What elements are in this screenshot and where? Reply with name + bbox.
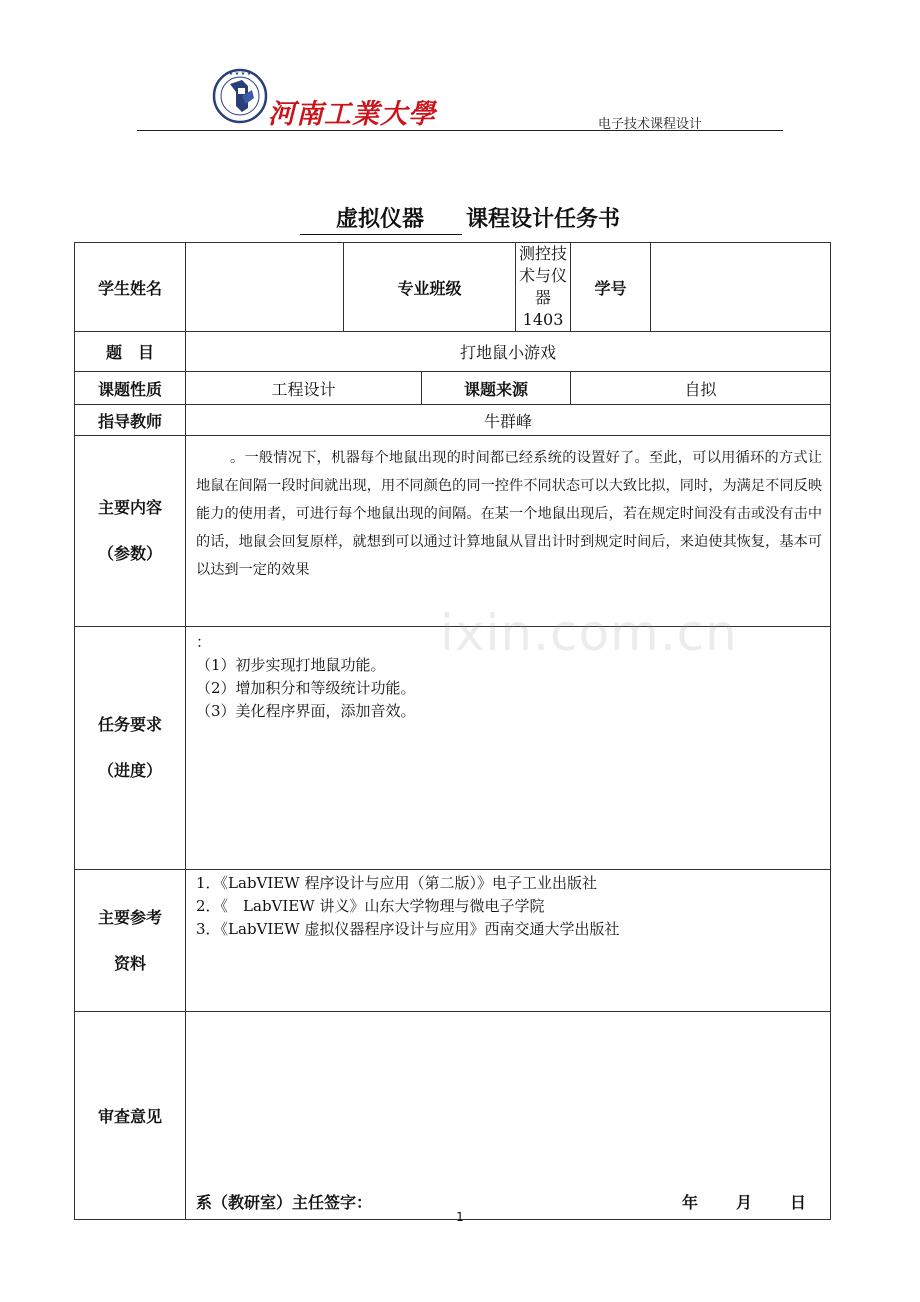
student-name-value[interactable] bbox=[186, 243, 344, 332]
date-day: 日 bbox=[790, 1193, 807, 1212]
row-topic bbox=[75, 332, 831, 372]
task-cell[interactable] bbox=[186, 627, 831, 870]
document-title bbox=[0, 202, 920, 235]
review-cell[interactable] bbox=[186, 1012, 831, 1220]
advisor-label: 指导教师 bbox=[75, 405, 186, 436]
task-item: （3）美化程序界面，添加音效。 bbox=[196, 702, 416, 720]
student-id-label: 学号 bbox=[571, 243, 651, 332]
header-divider bbox=[137, 130, 783, 131]
row-content bbox=[75, 436, 831, 627]
student-id-value[interactable] bbox=[651, 243, 831, 332]
signature-label: 系（教研室）主任签字： bbox=[196, 1193, 373, 1212]
content-paragraph: 。一般情况下，机器每个地鼠出现的时间都已经系统的设置好了。至此，可以用循环的方式让地鼠在间隔一段时间就出现，用不同颜色的同一控件不同状态可以大致比拟，同时，为满足不同反映能力的使用者，可进行每个地鼠出现的间隔。在某一个地鼠出现后，若在规定时间没有击或没有击中的话，地鼠会回复原样，就想到可以通过计算地鼠从冒出计时到规定时间后，来迫使其恢复，基本可以达到一定的效果 bbox=[196, 450, 823, 578]
row-refs bbox=[75, 870, 831, 1012]
row-task bbox=[75, 627, 831, 870]
row-student bbox=[75, 243, 831, 332]
source-value[interactable]: 自拟 bbox=[571, 372, 831, 405]
task-item: （2）增加积分和等级统计功能。 bbox=[196, 679, 416, 697]
advisor-value[interactable]: 牛群峰 bbox=[186, 405, 831, 436]
title-subject: 虚拟仪器 bbox=[300, 206, 462, 235]
nature-value[interactable]: 工程设计 bbox=[186, 372, 422, 405]
task-label-line2: （进度） bbox=[97, 761, 162, 780]
content-label-line2: （参数） bbox=[97, 544, 162, 563]
page-number: 1 bbox=[456, 1210, 464, 1224]
date-month: 月 bbox=[735, 1193, 752, 1212]
source-label: 课题来源 bbox=[422, 372, 571, 405]
university-seal-icon bbox=[212, 66, 268, 126]
reference-item: 2．《 LabVIEW 讲义》山东大学物理与微电子学院 bbox=[196, 897, 545, 915]
student-name-label: 学生姓名 bbox=[75, 243, 186, 332]
topic-label: 题 目 bbox=[75, 332, 186, 372]
reference-item: 3．《LabVIEW 虚拟仪器程序设计与应用》西南交通大学出版社 bbox=[196, 920, 620, 938]
page-header bbox=[0, 0, 920, 140]
svg-text:★ ★ ★ ★: ★ ★ ★ ★ bbox=[228, 71, 252, 77]
content-label-line1: 主要内容 bbox=[97, 498, 162, 517]
course-label: 电子技术课程设计 bbox=[598, 117, 703, 132]
date-year: 年 bbox=[681, 1193, 698, 1212]
major-class-value[interactable]: 测控技术与仪器 1403 bbox=[516, 243, 571, 332]
watermark: ixin.com.cn bbox=[440, 604, 738, 662]
row-advisor bbox=[75, 405, 831, 436]
task-form-table bbox=[74, 242, 831, 1220]
review-label: 审查意见 bbox=[75, 1012, 186, 1220]
major-class-label: 专业班级 bbox=[344, 243, 516, 332]
refs-label-line2: 资料 bbox=[113, 953, 146, 973]
topic-value[interactable]: 打地鼠小游戏 bbox=[186, 332, 831, 372]
task-label-line1: 任务要求 bbox=[97, 715, 162, 734]
title-suffix: 课程设计任务书 bbox=[466, 207, 621, 232]
task-label bbox=[75, 627, 186, 870]
task-item: （1）初步实现打地鼠功能。 bbox=[196, 656, 386, 674]
refs-label-line1: 主要参考 bbox=[97, 907, 162, 927]
row-nature bbox=[75, 372, 831, 405]
task-lead: ： bbox=[196, 633, 212, 651]
row-review bbox=[75, 1012, 831, 1220]
content-label bbox=[75, 436, 186, 627]
refs-list bbox=[196, 872, 822, 941]
content-cell[interactable] bbox=[186, 436, 831, 627]
refs-label bbox=[75, 870, 186, 1012]
refs-cell[interactable] bbox=[186, 870, 831, 1012]
reference-item: 1．《LabVIEW 程序设计与应用（第二版）》电子工业出版社 bbox=[196, 874, 597, 892]
nature-label: 课题性质 bbox=[75, 372, 186, 405]
task-list bbox=[196, 631, 822, 723]
university-logo-text: 河南工業大學 bbox=[268, 99, 436, 130]
